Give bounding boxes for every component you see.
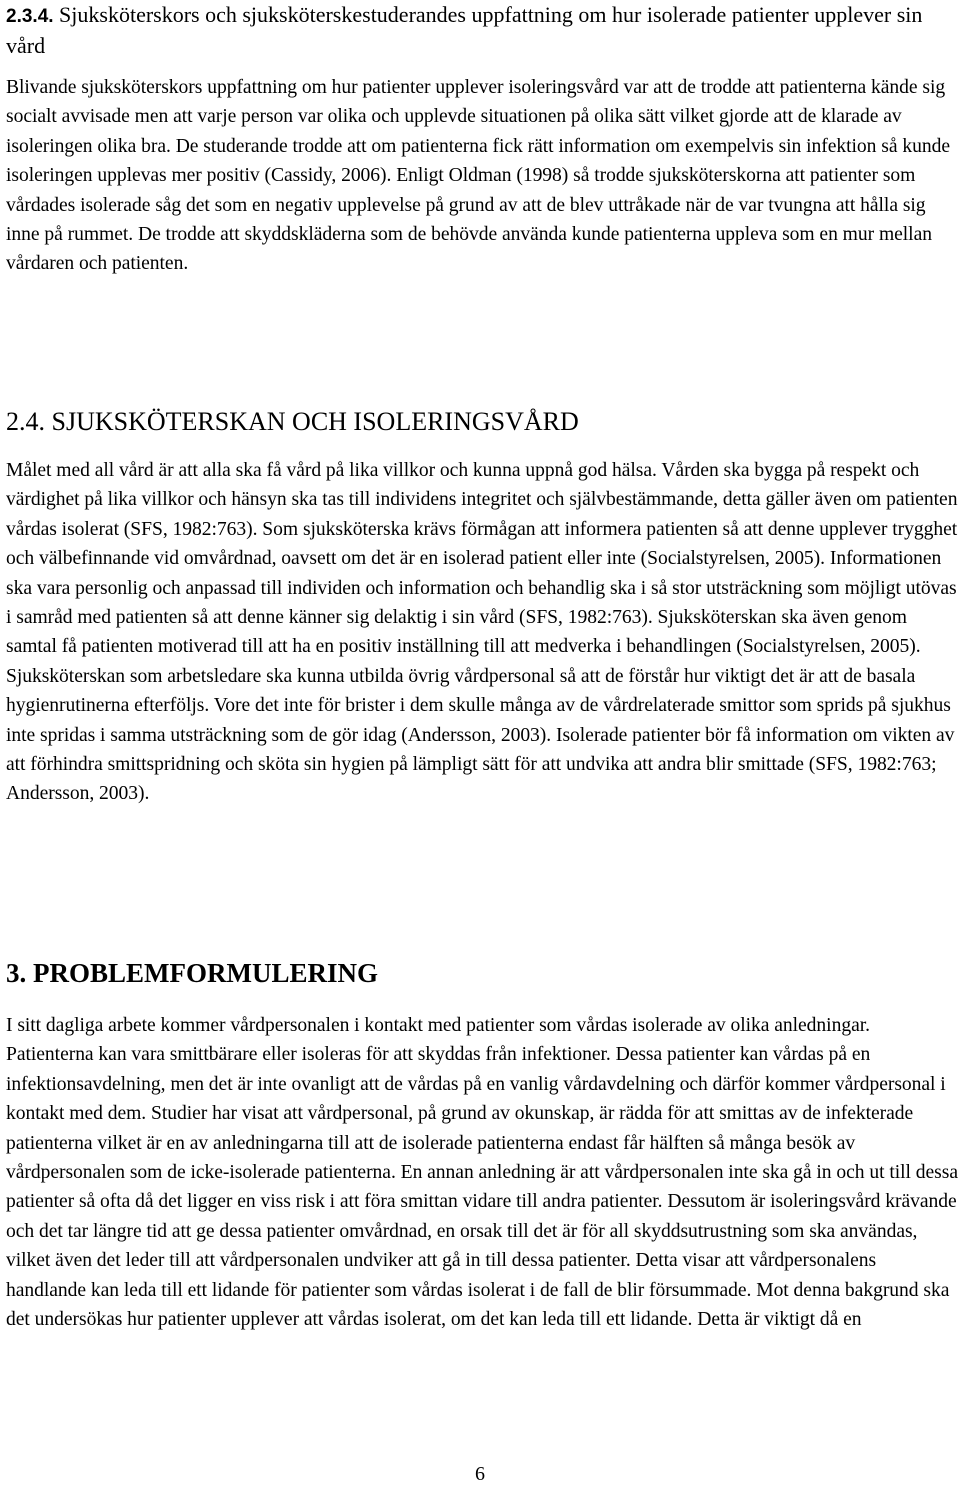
section-3-paragraph: I sitt dagliga arbete kommer vårdpersonalen i kontakt med patienter som vårdas isolerade av olika anledningar. Patienterna kan vara smittbärare eller isoleras för att skyddas från infektioner. Dessa patienter kan vårdas på en infektionsavdelning, men det är inte ovanligt att de vårdas på en vanlig vårdavdelning och därför kommer vårdpersonal i kontakt med dem. Studier har visat att vårdpersonal, på grund av okunskap, är rädda för att smittas av de infekterade patienterna vilket är en av anledningarna till att de isolerade patienterna endast får hälften så många besök av vårdpersonalen som de icke-isolerade patienterna. En annan anledning är att vårdpersonalen inte ska gå in och ut till dessa patienter så ofta då det ligger en viss risk i att föra smittan vidare till andra patienter. Dessutom är isoleringsvård krävande och det tar längre tid att ge dessa patienter omvårdnad, en orsak till det är för all skyddsutrustning som ska användas, vilket även det leder till att vårdpersonalen undviker att gå in till dessa patienter. Detta visar att vårdpersonalens handlande kan leda till ett lidande för patienter som vårdas isolerat i de fall de blir försummade. Mot denna bakgrund ska det undersökas hur patienter upplever att vårdas isolerat, om det kan leda till ett lidande. Detta är viktigt då en xyxy=(6,1015,958,1331)
section-2-3-4-heading xyxy=(6,0,958,60)
section-2-3-4-paragraph: Blivande sjuksköterskors uppfattning om hur patienter upplever isoleringsvård var att de trodde att patienterna kände sig socialt avvisade men att varje person var olika och upplevde situationen på olika sätt vilket gjorde att de klarade av isoleringen olika bra. De studerande trodde att om patienterna fick rätt information om exempelvis sin infektion så kunde isoleringen upplevas mer positiv (Cassidy, 2006). Enligt Oldman (1998) så trodde sjuksköterskorna att patienter som vårdades isolerade såg det som en negativ upplevelse på grund av att de blev uttråkade när de var tvungna att hålla sig inne på rummet. De trodde att skyddskläderna som de behövde använda kunde patienterna uppleva som en mur mellan vårdaren och patienten. xyxy=(6,77,950,275)
section-2-4-heading: 2.4. SJUKSKÖTERSKAN OCH ISOLERINGSVÅRD xyxy=(6,407,579,436)
section-2-3-4-title: Sjuksköterskors och sjuksköterskestuderandes uppfattning om hur isolerade patienter upplever sin vård xyxy=(6,2,923,58)
section-2-4-paragraph: Målet med all vård är att alla ska få vård på lika villkor och kunna uppnå god hälsa. Vården ska bygga på respekt och värdighet på lika villkor och hänsyn ska tas till individens integritet och självbestämmande, detta gäller även om patienten vårdas isolerat (SFS, 1982:763). Som sjuksköterska krävs förmågan att informera patienten så att denne upplever trygghet och välbefinnande vid omvårdnad, oavsett om det är en isolerad patient eller inte (Socialstyrelsen, 2005). Informationen ska vara personlig och anpassad till individen och information och behandlig ska i så stor utsträckning som möjligt utövas i samråd med patienten så att denne känner sig delaktig i sin vård (SFS, 1982:763). Sjuksköterskan ska även genom samtal få patienten motiverad till att ha en positiv inställning till att medverka i behandlingen (Socialstyrelsen, 2005). Sjuksköterskan som arbetsledare ska kunna utbilda övrig vårdpersonal så att de förstår hur viktigt det är att de basala hygienrutinerna efterföljs. Vore det inte för brister i dem skulle många av de vårdrelaterade smittor som sprids på sjukhus inte spridas i samma utsträckning som de gör idag (Andersson, 2003). Isolerade patienter bör få information om vikten av att förhindra smittspridning och sköta sin hygien på lämpligt sätt för att undvika att andra blir smittade (SFS, 1982:763; Andersson, 2003). xyxy=(6,460,958,805)
page-number: 6 xyxy=(475,1463,485,1485)
section-3-heading: 3. PROBLEMFORMULERING xyxy=(6,958,379,988)
section-2-3-4-number: 2.3.4. xyxy=(6,6,54,27)
